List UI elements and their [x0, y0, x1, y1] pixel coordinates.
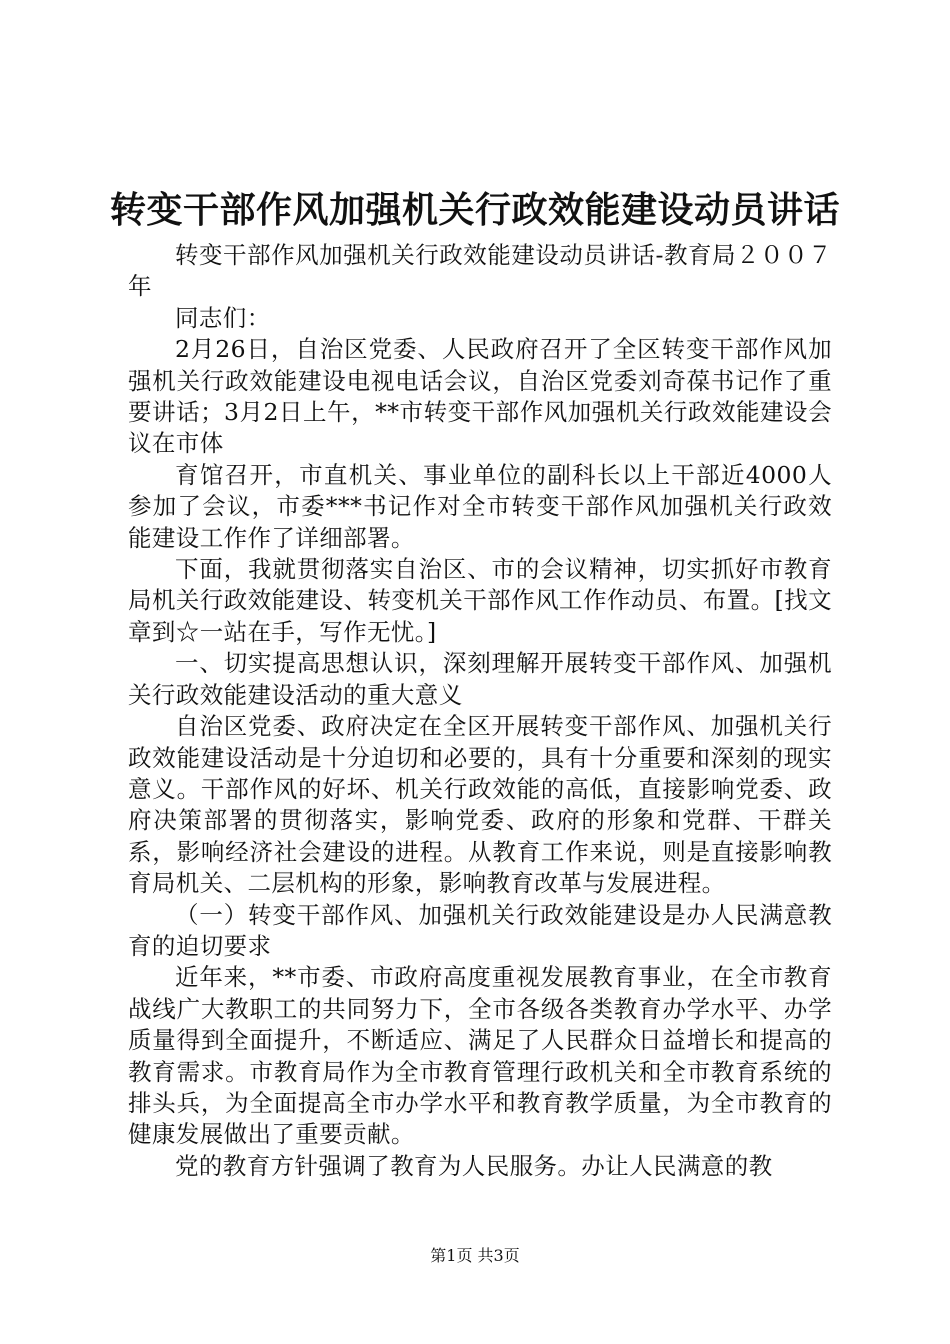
paragraph: 党的教育方针强调了教育为人民服务。办让人民满意的教	[175, 1151, 773, 1180]
paragraph: 下面，我就贯彻落实自治区、市的会议精神，切实抓好市教育局机关行政效能建设、转变机关干部作风工作作动员、布置。[找文章到☆一站在手，写作无忧。]	[128, 555, 832, 646]
document-body	[128, 240, 832, 1182]
paragraph: 育馆召开，市直机关、事业单位的副科长以上干部近4000人参加了会议，市委***书记作对全市转变干部作风加强机关行政效能建设工作作了详细部署。	[128, 460, 832, 552]
subsection-heading: （一）转变干部作风、加强机关行政效能建设是办人民满意教育的迫切要求	[128, 900, 832, 960]
paragraph: 自治区党委、政府决定在全区开展转变干部作风、加强机关行政效能建设活动是十分迫切和必要的，具有十分重要和深刻的现实意义。干部作风的好坏、机关行政效能的高低，直接影响党委、政府决策部署的贯彻落实，影响党委、政府的形象和党群、干群关系，影响经济社会建设的进程。从教育工作来说，则是直接影响教育局机关、二层机构的形象，影响教育改革与发展进程。	[128, 712, 832, 898]
paragraph: 近年来，**市委、市政府高度重视发展教育事业，在全市教育战线广大教职工的共同努力下，全市各级各类教育办学水平、办学质量得到全面提升，不断适应、满足了人民群众日益增长和提高的教育需求。市教育局作为全市教育管理行政机关和全市教育系统的排头兵，为全面提高全市办学水平和教育教学质量，为全市教育的健康发展做出了重要贡献。	[128, 963, 832, 1149]
paragraph-salutation: 同志们：	[175, 303, 271, 332]
section-heading: 一、切实提高思想认识，深刻理解开展转变干部作风、加强机关行政效能建设活动的重大意义	[128, 649, 832, 709]
document-title: 转变干部作风加强机关行政效能建设动员讲话	[109, 189, 840, 231]
page-number-footer: 第1页 共3页	[430, 1246, 520, 1265]
paragraph: 2月26日，自治区党委、人民政府召开了全区转变干部作风加强机关行政效能建设电视电话会议，自治区党委刘奇葆书记作了重要讲话；3月2日上午，**市转变干部作风加强机关行政效能建设会议在市体	[128, 335, 832, 458]
paragraph-subtitle: 转变干部作风加强机关行政效能建设动员讲话-教育局２００７年	[128, 241, 832, 301]
